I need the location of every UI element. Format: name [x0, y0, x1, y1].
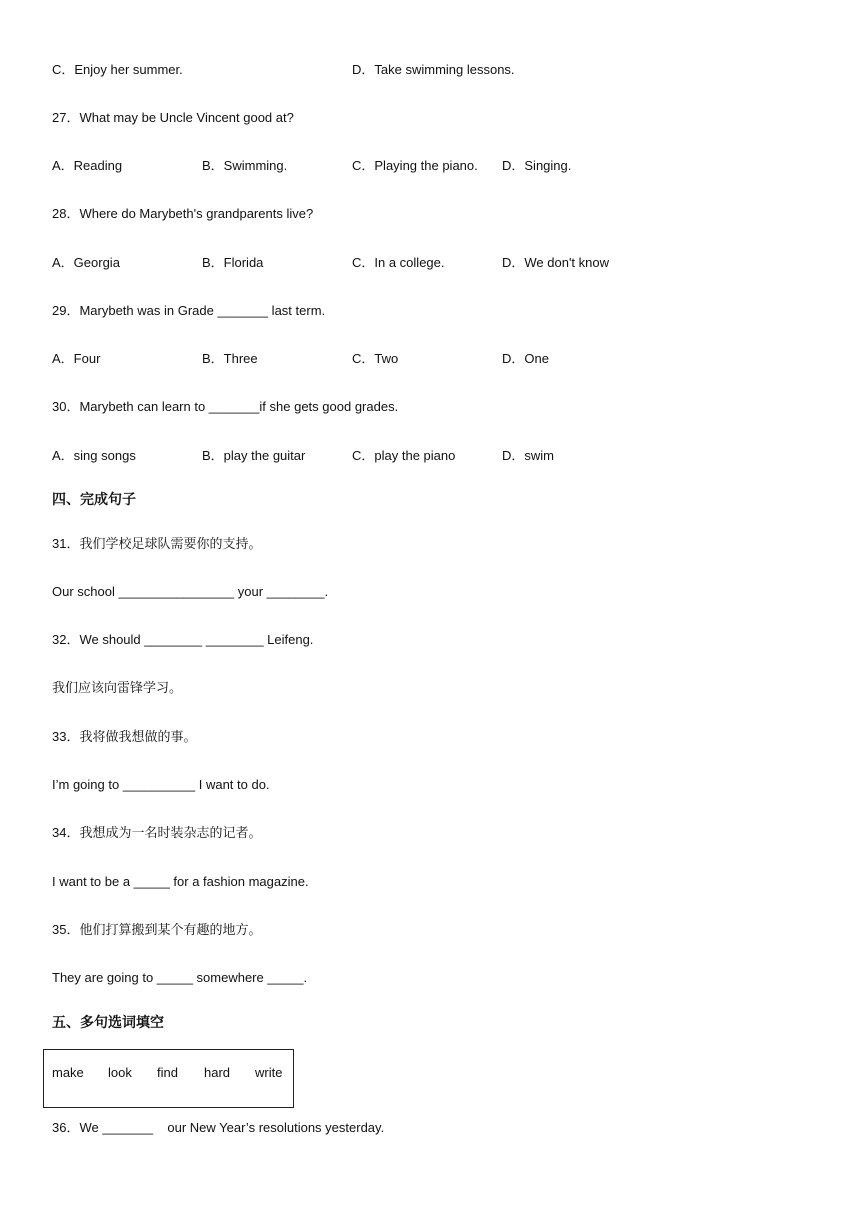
q29-stem: 29．Marybeth was in Grade _______ last term. — [52, 303, 326, 318]
q26-option-c: C．Enjoy her summer. — [52, 62, 183, 77]
word-bank-box — [43, 1049, 294, 1108]
q29-option-a: A．Four — [52, 351, 101, 366]
q26-option-d: D．Take swimming lessons. — [352, 62, 515, 77]
q29-option-c: C．Two — [352, 351, 399, 366]
q30-stem: 30．Marybeth can learn to _______if she gets good grades. — [52, 399, 399, 414]
q29-option-b: B．Three — [202, 351, 258, 366]
q29-option-d: D．One — [502, 351, 549, 366]
q33-chinese: 33．我将做我想做的事。 — [52, 729, 197, 744]
word-bank-item: look — [108, 1065, 132, 1080]
word-bank-item: write — [255, 1065, 283, 1080]
q33-english: I’m going to __________ I want to do. — [52, 777, 270, 792]
q28-option-b: B．Florida — [202, 255, 264, 270]
q27-option-a: A．Reading — [52, 158, 123, 173]
q27-option-c: C．Playing the piano. — [352, 158, 478, 173]
q31-english: Our school ________________ your ________. — [52, 584, 329, 599]
q31-chinese: 31．我们学校足球队需要你的支持。 — [52, 536, 262, 551]
section-4-title: 四、完成句子 — [52, 491, 136, 507]
q36-stem: 36．We _______ our New Year’s resolutions yesterday. — [52, 1120, 385, 1135]
q28-option-c: C．In a college. — [352, 255, 445, 270]
q30-option-a: A．sing songs — [52, 448, 136, 463]
q28-stem: 28．Where do Marybeth's grandparents live? — [52, 206, 314, 221]
q27-option-b: B．Swimming. — [202, 158, 288, 173]
q30-option-c: C．play the piano — [352, 448, 456, 463]
q34-english: I want to be a _____ for a fashion magazine. — [52, 874, 309, 889]
q27-option-d: D．Singing. — [502, 158, 572, 173]
word-bank-item: find — [157, 1065, 178, 1080]
word-bank-item: make — [52, 1065, 84, 1080]
q35-chinese: 35．他们打算搬到某个有趣的地方。 — [52, 922, 262, 937]
q34-chinese: 34．我想成为一名时装杂志的记者。 — [52, 825, 262, 840]
q28-option-a: A．Georgia — [52, 255, 120, 270]
q30-option-b: B．play the guitar — [202, 448, 306, 463]
q27-stem: 27．What may be Uncle Vincent good at? — [52, 110, 294, 125]
section-5-title: 五、多句选词填空 — [52, 1014, 164, 1030]
word-bank-item: hard — [204, 1065, 231, 1080]
q30-option-d: D．swim — [502, 448, 554, 463]
q32-english: 32．We should ________ ________ Leifeng. — [52, 632, 314, 647]
q28-option-d: D．We don't know — [502, 255, 610, 270]
q32-chinese: 我们应该向雷锋学习。 — [52, 680, 183, 695]
q35-english: They are going to _____ somewhere _____. — [52, 970, 308, 985]
